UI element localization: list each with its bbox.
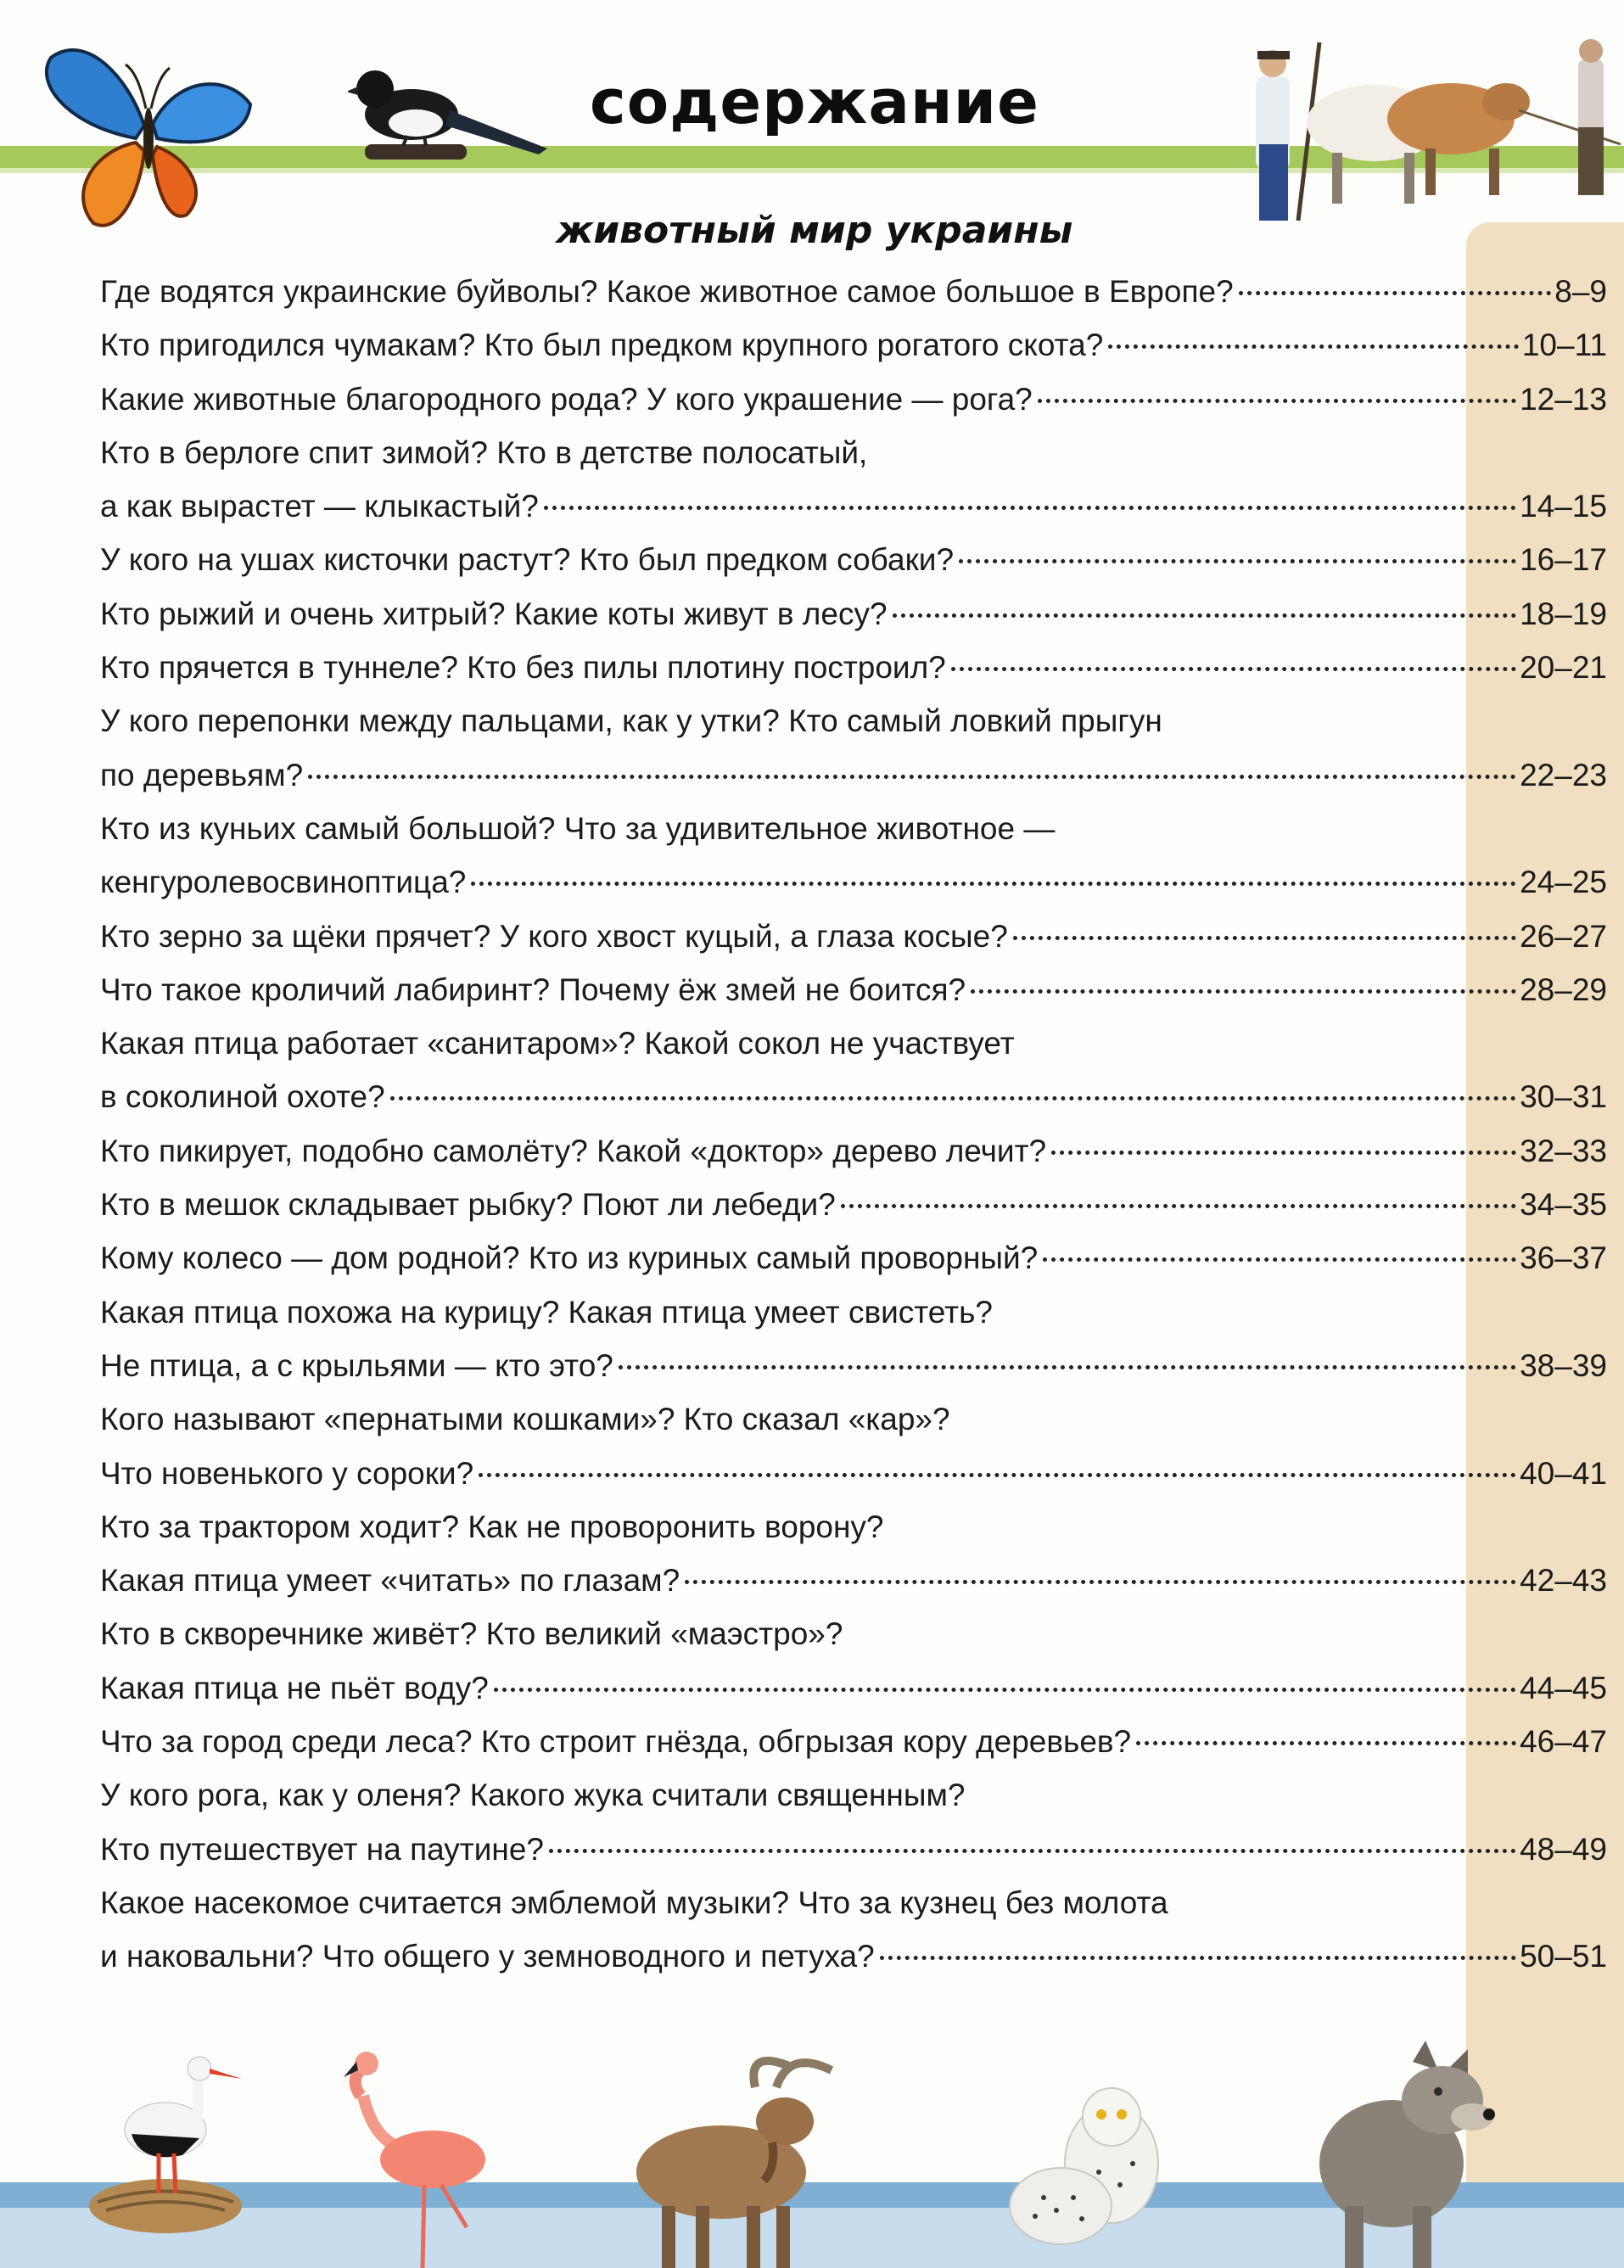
toc-entry[interactable] (100, 587, 1607, 641)
toc-entry-text: Какие животные благородного рода? У кого украшение — рога? (100, 381, 1033, 417)
toc-page-range: 28–29 (1520, 972, 1607, 1007)
toc-dot-leader (880, 1956, 1516, 1960)
toc-page-range: 12–13 (1520, 381, 1607, 417)
toc-line (100, 802, 1607, 855)
butterfly-illustration (34, 24, 263, 244)
toc-page-range: 30–31 (1520, 1079, 1607, 1115)
toc-page-range: 8–9 (1554, 274, 1607, 309)
stork-illustration (81, 2036, 250, 2240)
toc-page-range: 38–39 (1520, 1347, 1607, 1383)
toc-dot-leader (308, 775, 1516, 779)
toc-line (100, 1715, 1607, 1768)
toc-entry[interactable] (100, 1392, 1607, 1500)
toc-entry-text: в соколиной охоте? (100, 1079, 385, 1115)
flamingo-icon (344, 2052, 485, 2268)
toc-page-range: 32–33 (1520, 1133, 1607, 1168)
toc-line (100, 1231, 1607, 1285)
toc-entry-text: Какое насекомое считается эмблемой музыки? Что за кузнец без молота (100, 1884, 1168, 1920)
toc-entry[interactable] (100, 910, 1607, 963)
toc-dot-leader (479, 1473, 1516, 1477)
toc-line (100, 1661, 1607, 1715)
toc-dot-leader (951, 667, 1516, 671)
toc-dot-leader (471, 882, 1516, 886)
toc-entry-text: У кого на ушах кисточки растут? Кто был предком собаки? (100, 542, 955, 578)
toc-entry-text: Кто пригодился чумакам? Кто был предком крупного рогатого скота? (100, 328, 1104, 363)
toc-line (100, 1876, 1607, 1929)
toc-dot-leader (1239, 291, 1552, 295)
toc-page-range: 34–35 (1520, 1187, 1607, 1223)
wolf-icon (1319, 2041, 1495, 2268)
toc-entry[interactable] (100, 694, 1607, 802)
toc-entry[interactable] (100, 1124, 1607, 1178)
toc-line (100, 318, 1607, 372)
toc-entry-text: Кто путешествует на паутине? (100, 1831, 544, 1867)
toc-line (100, 1447, 1607, 1500)
toc-entry[interactable] (100, 1715, 1607, 1768)
toc-entry[interactable] (100, 641, 1607, 694)
toc-entry[interactable] (100, 318, 1607, 372)
toc-entry-text: Что новенького у сороки? (100, 1455, 474, 1491)
toc-page-range: 20–21 (1520, 650, 1607, 686)
toc-entry-text: Кто в берлоге спит зимой? Кто в детстве полосатый, (100, 434, 868, 470)
toc-dot-leader (1136, 1741, 1516, 1745)
toc-line (100, 587, 1607, 641)
toc-entry[interactable] (100, 1500, 1607, 1608)
toc-entry-text: Кто в мешок складывает рыбку? Поют ли лебеди? (100, 1187, 836, 1223)
ox-team-icon (1256, 39, 1621, 221)
wolf-illustration (1311, 2036, 1502, 2268)
toc-entry-text: Кто пикирует, подобно самолёту? Какой «доктор» дерево лечит? (100, 1133, 1047, 1168)
toc-line (100, 1124, 1607, 1178)
toc-entry-text: Какая птица работает «санитаром»? Какой сокол не участвует (100, 1026, 1015, 1061)
magpie-illustration (348, 51, 552, 178)
toc-entry-text: Кто в скворечнике живёт? Кто великий «маэстро»? (100, 1616, 843, 1652)
toc-line (100, 1768, 1607, 1822)
toc-line (100, 694, 1607, 748)
page-title: содержание (590, 66, 1039, 137)
toc-dot-leader (390, 1096, 1516, 1100)
toc-page-range: 14–15 (1520, 489, 1607, 524)
toc-entry[interactable] (100, 1178, 1607, 1231)
butterfly-icon (47, 50, 250, 226)
toc-page-range: 10–11 (1521, 328, 1607, 363)
toc-entry-text: Какая птица умеет «читать» по глазам? (100, 1563, 680, 1599)
toc-dot-leader (893, 613, 1517, 618)
toc-page-range: 48–49 (1520, 1831, 1607, 1867)
toc-entry-text: и наковальни? Что общего у земноводного и петуха? (100, 1939, 875, 1974)
stork-icon (89, 2057, 242, 2233)
toc-entry-text: Кто за трактором ходит? Как не проворонить ворону? (100, 1509, 884, 1544)
ibex-illustration (628, 2053, 865, 2268)
toc-entry[interactable] (100, 533, 1607, 586)
toc-page-range: 36–37 (1520, 1240, 1607, 1276)
toc-entry-text: Где водятся украинские буйволы? Какое животное самое большое в Европе? (100, 274, 1234, 309)
toc-entry-text: Кто зерно за щёки прячет? У кого хвост куцый, а глаза косые? (100, 918, 1008, 954)
toc-dot-leader (544, 506, 1516, 510)
toc-entry-text: Какая птица похожа на курицу? Какая птица умеет свистеть? (100, 1294, 993, 1330)
toc-entry[interactable] (100, 1231, 1607, 1285)
toc-entry-text: Что за город среди леса? Кто строит гнёзда, обгрызая кору деревьев? (100, 1724, 1132, 1760)
toc-page-range: 40–41 (1520, 1455, 1607, 1491)
toc-entry-text: Не птица, а с крыльями — кто это? (100, 1347, 613, 1383)
toc-entry-text: Кто прячется в туннеле? Кто без пилы плотину построил? (100, 650, 946, 686)
toc-dot-leader (1108, 344, 1519, 349)
toc-dot-leader (841, 1204, 1516, 1208)
toc-dot-leader (1051, 1151, 1516, 1155)
section-title: животный мир украины (556, 209, 1073, 252)
toc-line (100, 1285, 1607, 1339)
toc-entry-text: а как вырастет — клыкастый? (100, 489, 539, 524)
toc-entry[interactable] (100, 963, 1607, 1016)
toc-page-range: 42–43 (1520, 1563, 1607, 1599)
ibex-icon (636, 2061, 832, 2268)
toc-entry[interactable] (100, 265, 1607, 318)
toc-page-range: 46–47 (1520, 1724, 1607, 1760)
toc-page-range: 22–23 (1520, 757, 1607, 792)
toc-entry[interactable] (100, 1285, 1607, 1393)
toc-line (100, 265, 1607, 318)
toc-entry-text: Какая птица не пьёт воду? (100, 1670, 489, 1705)
magpie-icon (348, 70, 547, 160)
toc-dot-leader (1043, 1257, 1516, 1262)
toc-entry-text: кенгуролевосвиноптица? (100, 865, 467, 900)
toc-entry[interactable] (100, 1016, 1607, 1124)
toc-entry[interactable] (100, 372, 1607, 426)
toc-dot-leader (1038, 399, 1516, 403)
toc-line (100, 1070, 1607, 1123)
toc-page-range: 18–19 (1520, 596, 1607, 631)
toc-entry-text: Кто из куньих самый большой? Что за удивительное животное — (100, 810, 1056, 846)
toc-line (100, 479, 1607, 533)
toc-entry-text: Кто рыжий и очень хитрый? Какие коты живут в лесу? (100, 596, 888, 631)
toc-entry[interactable] (100, 426, 1607, 534)
toc-dot-leader (549, 1849, 1516, 1853)
toc-page-range: 24–25 (1520, 865, 1607, 900)
toc-dot-leader (1013, 936, 1516, 940)
toc-dot-leader (619, 1365, 1516, 1369)
toc-entry[interactable] (100, 1768, 1607, 1876)
snowy-owl-icon (1010, 2088, 1158, 2244)
toc-line (100, 910, 1607, 963)
toc-line (100, 748, 1607, 802)
table-of-contents (100, 265, 1607, 1984)
toc-line (100, 1016, 1607, 1070)
toc-dot-leader (971, 989, 1516, 994)
toc-dot-leader (685, 1580, 1516, 1584)
toc-line (100, 963, 1607, 1016)
toc-line (100, 533, 1607, 586)
toc-entry-text: по деревьям? (100, 757, 304, 792)
toc-dot-leader (959, 559, 1516, 563)
flamingo-illustration (339, 2045, 526, 2268)
toc-line (100, 1607, 1607, 1660)
toc-line (100, 1929, 1607, 1983)
ox-team-illustration (1239, 25, 1624, 229)
toc-line (100, 1554, 1607, 1607)
toc-line (100, 1178, 1607, 1231)
toc-entry[interactable] (100, 802, 1607, 910)
toc-line (100, 641, 1607, 694)
toc-page-range: 16–17 (1520, 542, 1607, 578)
toc-entry-text: У кого перепонки между пальцами, как у утки? Кто самый ловкий прыгун (100, 703, 1162, 739)
toc-entry[interactable] (100, 1876, 1607, 1984)
toc-line (100, 426, 1607, 479)
toc-line (100, 1339, 1607, 1392)
toc-entry-text: Что такое кроличий лабиринт? Почему ёж змей не боится? (100, 972, 966, 1007)
toc-line (100, 1392, 1607, 1446)
toc-entry[interactable] (100, 1607, 1607, 1715)
toc-line (100, 855, 1607, 909)
toc-line (100, 1823, 1607, 1876)
toc-entry-text: Кого называют «пернатыми кошками»? Кто сказал «кар»? (100, 1402, 950, 1437)
toc-page-range: 44–45 (1520, 1670, 1607, 1705)
toc-line (100, 372, 1607, 426)
toc-line (100, 1500, 1607, 1554)
toc-entry-text: У кого рога, как у оленя? Какого жука считали священным? (100, 1778, 966, 1813)
toc-entry-text: Кому колесо — дом родной? Кто из куриных самый проворный? (100, 1240, 1039, 1276)
toc-page-range: 50–51 (1520, 1939, 1607, 1974)
toc-page-range: 26–27 (1520, 918, 1607, 954)
toc-dot-leader (494, 1688, 1516, 1692)
snowy-owls-illustration (1001, 2070, 1205, 2268)
